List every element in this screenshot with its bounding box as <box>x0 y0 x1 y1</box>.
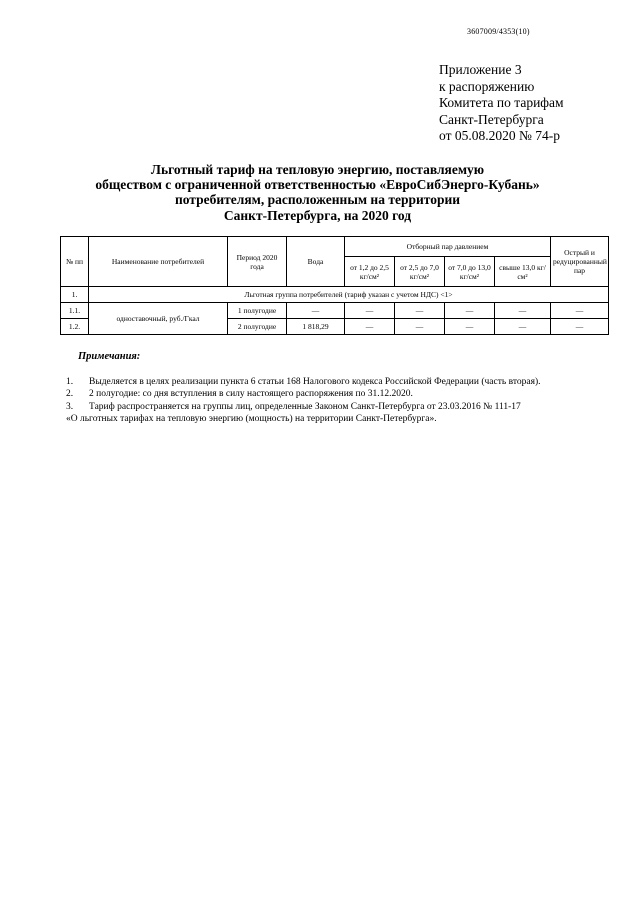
row-steam-2: — <box>395 319 445 335</box>
row-period: 2 полугодие <box>228 319 287 335</box>
header-steam-2: от 2,5 до 7,0 кг/см² <box>395 257 445 287</box>
row-sharp-steam: — <box>551 319 609 335</box>
row-steam-3: — <box>445 319 495 335</box>
row-sharp-steam: — <box>551 303 609 319</box>
row-steam-3: — <box>445 303 495 319</box>
row-num: 1.1. <box>61 303 89 319</box>
group-row-label: Льготная группа потребителей (тариф указан с учетом НДС) <1> <box>89 287 609 303</box>
row-steam-2: — <box>395 303 445 319</box>
title-line: Льготный тариф на тепловую энергию, поставляемую <box>150 162 485 177</box>
appendix-line: Комитета по тарифам <box>439 95 564 111</box>
header-steam-3: от 7,0 до 13,0 кг/см² <box>445 257 495 287</box>
note-text: Выделяется в целях реализации пункта 6 статьи 168 Налогового кодекса Российской Федерации (часть вторая). <box>89 377 541 387</box>
notes-heading: Примечания: <box>78 351 141 362</box>
header-sharp-steam: Острый и редуцированный пар <box>551 237 609 287</box>
appendix-line: к распоряжению <box>439 78 535 94</box>
note-text: 2 полугодие: со дня вступления в силу настоящего распоряжения по 31.12.2020. <box>89 389 413 400</box>
header-steam-4: свыше 13,0 кг/см² <box>495 257 551 287</box>
note-item <box>66 413 606 425</box>
title-line: потребителям, расположенным на территории <box>174 192 461 208</box>
group-row-num: 1. <box>61 287 89 303</box>
row-steam-4: — <box>495 303 551 319</box>
notes-list <box>66 376 606 426</box>
note-item <box>66 388 606 400</box>
appendix-line: Санкт-Петербурга <box>439 111 544 127</box>
document-title <box>90 162 545 223</box>
title-line: обществом с ограниченной ответственностью «ЕвроСибЭнерго-Кубань» <box>95 177 540 193</box>
note-number: 1. <box>66 377 74 387</box>
appendix-block <box>439 62 564 145</box>
note-item <box>66 376 606 388</box>
note-number: 2. <box>66 389 74 400</box>
row-water: — <box>287 303 345 319</box>
header-steam-1: от 1,2 до 2,5 кг/см² <box>345 257 395 287</box>
document-id: 3607009/4353(10) <box>467 27 530 36</box>
header-steam-group: Отборный пар давлением <box>345 237 551 257</box>
title-line: Санкт-Петербурга, на 2020 год <box>223 207 412 223</box>
note-text: Тариф распространяется на группы лиц, определенные Законом Санкт-Петербурга от 23.03.2016 № 111-17 <box>89 401 521 412</box>
table-row <box>61 303 609 319</box>
row-steam-1: — <box>345 319 395 335</box>
appendix-line: Приложение 3 <box>439 62 522 77</box>
tariff-table <box>60 236 609 335</box>
note-text: «О льготных тарифах на тепловую энергию (мощность) на территории Санкт-Петербурга». <box>66 414 437 425</box>
note-number: 3. <box>66 401 74 412</box>
note-item <box>66 401 606 413</box>
row-steam-4: — <box>495 319 551 335</box>
header-num: № пп <box>61 237 89 287</box>
row-period: 1 полугодие <box>228 303 287 319</box>
header-water: Вода <box>287 237 345 287</box>
consumer-cell: одноставочный, руб./Гкал <box>89 303 228 335</box>
header-period: Период 2020 года <box>228 237 287 287</box>
row-steam-1: — <box>345 303 395 319</box>
appendix-line: от 05.08.2020 № 74-р <box>439 128 560 144</box>
row-num: 1.2. <box>61 319 89 335</box>
row-water: 1 818,29 <box>287 319 345 335</box>
header-consumer: Наименование потребителей <box>89 237 228 287</box>
